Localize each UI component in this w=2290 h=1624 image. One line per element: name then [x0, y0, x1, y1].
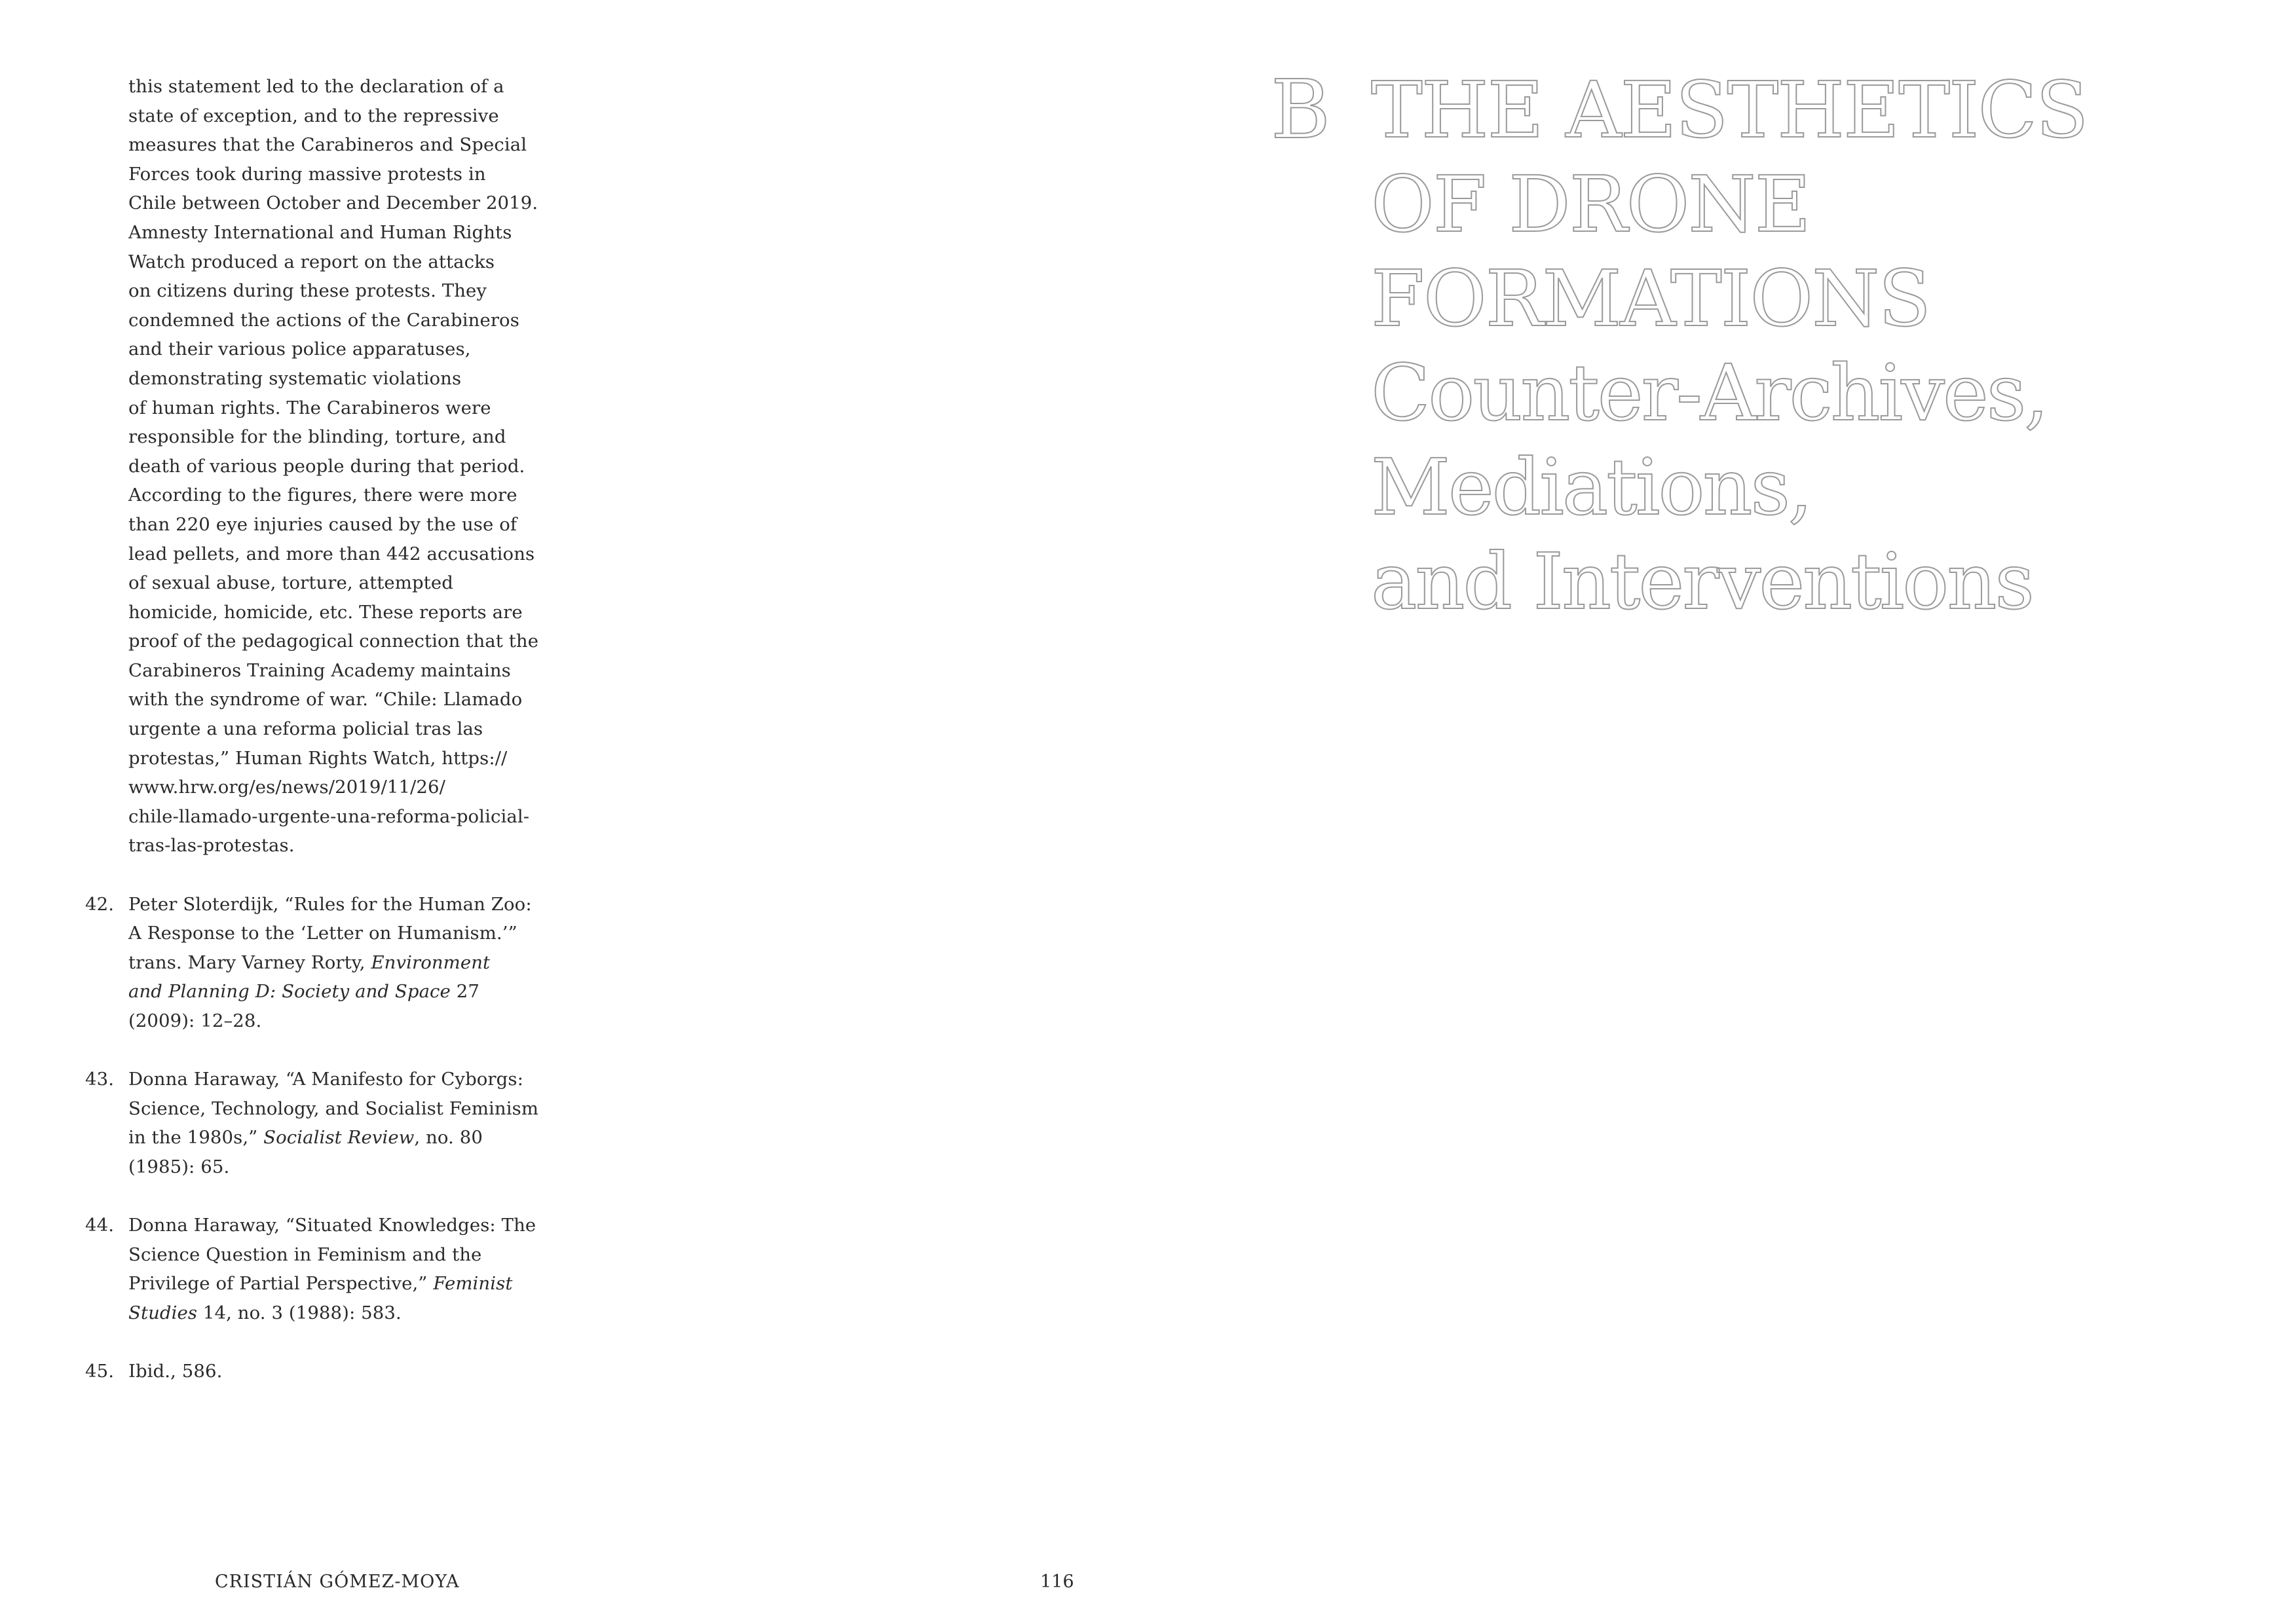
note-line: measures that the Carabineros and Special — [128, 134, 527, 156]
note-line — [128, 1269, 576, 1299]
chapter-subtitle-line: and Interventions — [1371, 536, 2033, 627]
note-line: condemned the actions of the Carabineros — [128, 309, 519, 331]
note-text-segment: trans. Mary Varney Rorty, — [128, 951, 371, 973]
note-line: Science Question in Feminism and the — [128, 1244, 482, 1265]
note-line: and their various police apparatuses, — [128, 339, 471, 360]
note-line: homicide, homicide, etc. These reports are — [128, 601, 523, 623]
note-line: Amnesty International and Human Rights — [128, 221, 512, 243]
note-line: protestas,” Human Rights Watch, https:// — [128, 747, 508, 769]
note-line: state of exception, and to the repressive — [128, 105, 499, 126]
note-line: death of various people during that period. — [128, 455, 525, 477]
endnote-text — [128, 890, 576, 1036]
note-line: Donna Haraway, “A Manifesto for Cyborgs: — [128, 1069, 523, 1090]
note-line: responsible for the blinding, torture, and — [128, 426, 506, 448]
note-line: tras-las-protestas. — [128, 835, 295, 857]
note-line: urgente a una reforma policial tras las — [128, 718, 483, 740]
running-footer-author: CRISTIÁN GÓMEZ-MOYA — [215, 1572, 460, 1592]
note-text-segment: 27 — [450, 981, 479, 1003]
journal-title: Studies — [128, 1302, 198, 1323]
endnote-text — [128, 1065, 576, 1181]
note-line — [128, 948, 576, 978]
endnote-42 — [85, 890, 576, 1036]
note-text-segment: in the 1980s,” — [128, 1127, 264, 1149]
journal-title: Environment — [371, 951, 491, 973]
endnote-continued — [128, 72, 576, 860]
endnote-43 — [85, 1065, 576, 1181]
endnote-number: 45. — [85, 1361, 115, 1382]
note-line: Chile between October and December 2019. — [128, 193, 538, 214]
endnote-number: 43. — [85, 1069, 115, 1090]
note-line: Forces took during massive protests in — [128, 163, 486, 185]
note-line: Donna Haraway, “Situated Knowledges: The — [128, 1215, 536, 1236]
note-line: of human rights. The Carabineros were — [128, 397, 491, 418]
endnotes — [85, 72, 576, 1386]
endnote-number: 42. — [85, 893, 115, 915]
note-line: Peter Sloterdijk, “Rules for the Human Zoo: — [128, 893, 532, 915]
note-line — [128, 977, 576, 1006]
page-number: 116 — [1040, 1572, 1074, 1592]
note-line: of sexual abuse, torture, attempted — [128, 572, 453, 594]
note-line: According to the figures, there were more — [128, 485, 517, 506]
note-line — [128, 1123, 576, 1153]
note-line: Carabineros Training Academy maintains — [128, 659, 511, 681]
journal-title: Socialist Review — [263, 1127, 415, 1149]
chapter-subtitle-line: Counter-Archives, — [1371, 348, 2047, 438]
note-line: Science, Technology, and Socialist Feminism — [128, 1098, 539, 1119]
note-line: chile-llamado-urgente-una-reforma-policial- — [128, 805, 530, 827]
note-line: (2009): 12–28. — [128, 1010, 262, 1031]
endnote-text — [128, 1211, 576, 1327]
note-line: than 220 eye injuries caused by the use of — [128, 513, 517, 535]
note-line: Watch produced a report on the attacks — [128, 251, 495, 272]
note-line — [128, 1299, 576, 1328]
endnote-number: 44. — [85, 1215, 115, 1236]
chapter-title-line: THE AESTHETICS — [1371, 65, 2088, 155]
chapter-title-line: OF DRONE — [1371, 159, 1810, 249]
note-line: this statement led to the declaration of a — [128, 76, 504, 97]
note-line: www.hrw.org/es/news/2019/11/26/ — [128, 777, 445, 798]
journal-title: Feminist — [433, 1273, 513, 1295]
note-line: Ibid., 586. — [128, 1361, 223, 1382]
chapter-subtitle-line: Mediations, — [1371, 442, 1811, 532]
note-text-segment: , no. 80 — [414, 1127, 483, 1149]
endnote-text — [128, 1357, 576, 1386]
note-line: A Response to the ‘Letter on Humanism.’” — [128, 923, 517, 944]
endnote-45 — [85, 1357, 576, 1386]
note-line: (1985): 65. — [128, 1156, 230, 1177]
chapter-title-line: FORMATIONS — [1371, 253, 1930, 344]
note-line: with the syndrome of war. “Chile: Llamado — [128, 689, 523, 710]
note-text-segment: Privilege of Partial Perspective,” — [128, 1273, 434, 1295]
note-line: on citizens during these protests. They — [128, 280, 487, 302]
chapter-title — [1371, 63, 2088, 629]
journal-title: and Planning D: Society and Space — [128, 981, 451, 1003]
note-line: demonstrating systematic violations — [128, 367, 462, 389]
chapter-letter: B — [1271, 63, 1331, 157]
note-text-segment: 14, no. 3 (1988): 583. — [197, 1302, 402, 1323]
right-page — [1145, 0, 2290, 1624]
note-line: proof of the pedagogical connection that the — [128, 631, 539, 652]
endnote-44 — [85, 1211, 576, 1327]
note-line: lead pellets, and more than 442 accusations — [128, 543, 535, 564]
